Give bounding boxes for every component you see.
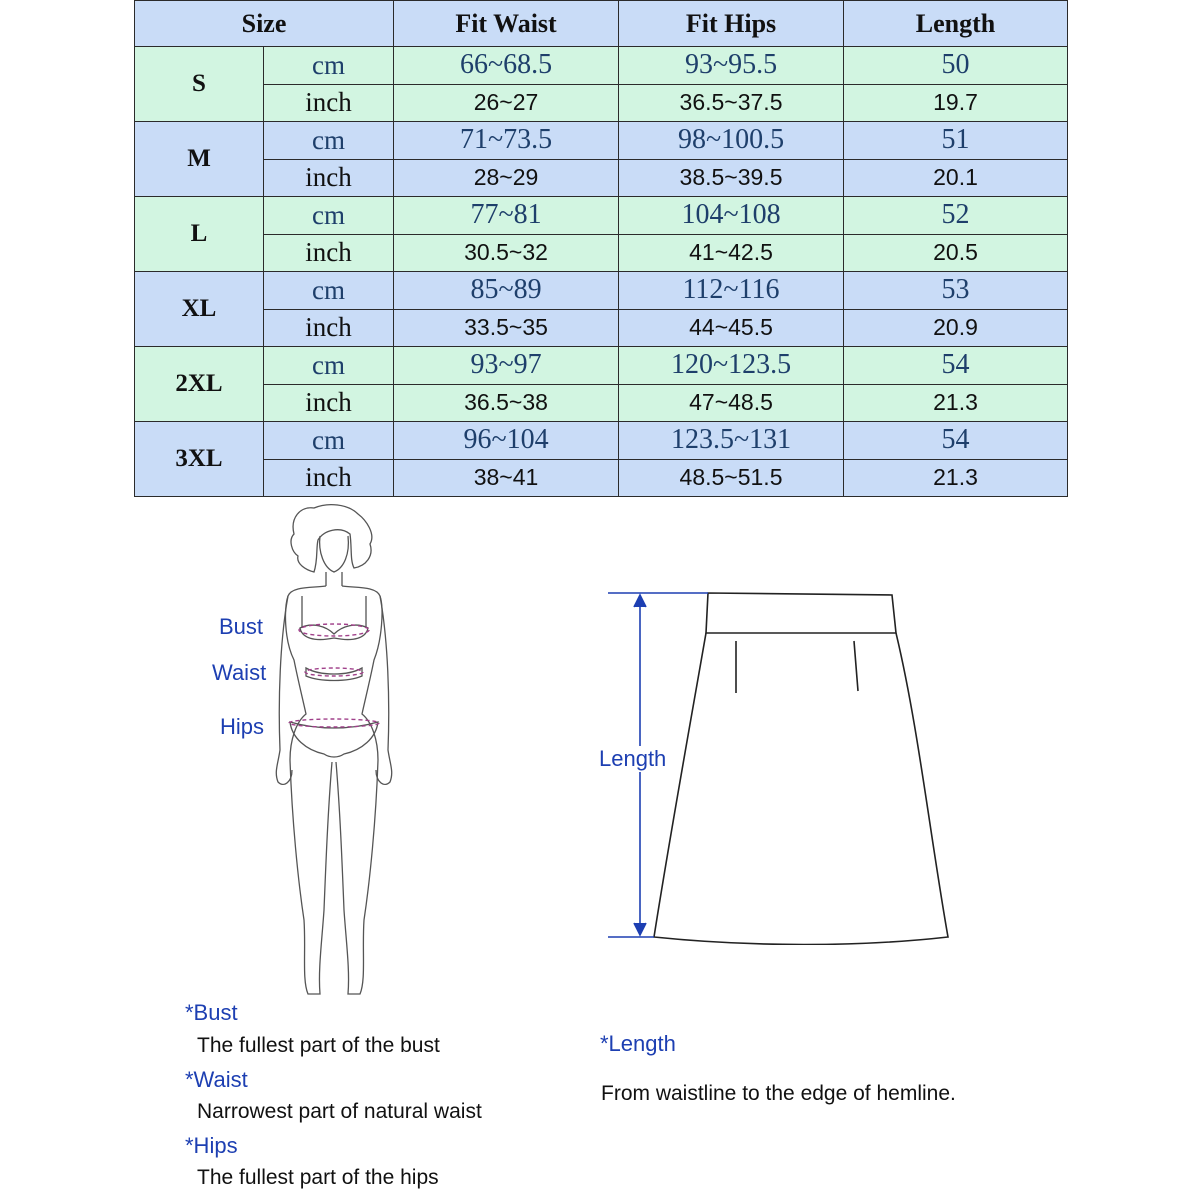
length-note-title: *Length (600, 1031, 676, 1056)
waist-inch: 26~27 (394, 84, 619, 122)
table-row (135, 272, 1068, 310)
hips-cm: 93~95.5 (619, 47, 844, 85)
table-row (135, 197, 1068, 235)
length-inch: 19.7 (844, 84, 1068, 122)
length-note-desc: From waistline to the edge of hemline. (601, 1082, 956, 1105)
waist-inch: 30.5~32 (394, 234, 619, 272)
waist-cm: 71~73.5 (394, 122, 619, 160)
hips-inch: 38.5~39.5 (619, 159, 844, 197)
length-inch: 21.3 (844, 384, 1068, 422)
table-row (135, 459, 1068, 497)
table-row (135, 84, 1068, 122)
waist-note-title: *Waist (185, 1067, 248, 1092)
waist-cm: 93~97 (394, 347, 619, 385)
length-inch: 20.9 (844, 309, 1068, 347)
hips-cm: 98~100.5 (619, 122, 844, 160)
size-label: XL (135, 272, 264, 347)
right-leg (336, 760, 378, 994)
waist-label: Waist (212, 660, 267, 685)
waist-cm: 77~81 (394, 197, 619, 235)
size-label: 3XL (135, 422, 264, 497)
unit-cm: cm (264, 347, 394, 385)
waist-cm: 66~68.5 (394, 47, 619, 85)
hips-inch: 41~42.5 (619, 234, 844, 272)
table-row (135, 309, 1068, 347)
waist-inch: 36.5~38 (394, 384, 619, 422)
hips-label: Hips (220, 714, 265, 739)
length-cm: 50 (844, 47, 1068, 85)
table-row (135, 234, 1068, 272)
size-label: 2XL (135, 347, 264, 422)
unit-inch: inch (264, 159, 394, 197)
unit-cm: cm (264, 47, 394, 85)
size-label: L (135, 197, 264, 272)
length-cm: 53 (844, 272, 1068, 310)
table-row (135, 122, 1068, 160)
waist-cm: 85~89 (394, 272, 619, 310)
table-row (135, 47, 1068, 85)
header-length: Length (844, 1, 1068, 47)
waistband (706, 593, 896, 633)
length-inch: 20.5 (844, 234, 1068, 272)
unit-inch: inch (264, 309, 394, 347)
length-cm: 51 (844, 122, 1068, 160)
length-cm: 52 (844, 197, 1068, 235)
bust-note-title: *Bust (185, 1000, 238, 1025)
length-label: Length (599, 746, 667, 771)
skirt-body (654, 633, 948, 945)
face-outline (320, 536, 349, 572)
length-cm: 54 (844, 422, 1068, 460)
waist-inch: 28~29 (394, 159, 619, 197)
hips-measure-line (289, 719, 379, 727)
hips-note-desc: The fullest part of the hips (197, 1166, 439, 1189)
unit-inch: inch (264, 84, 394, 122)
unit-cm: cm (264, 272, 394, 310)
unit-cm: cm (264, 197, 394, 235)
waist-note-desc: Narrowest part of natural waist (197, 1100, 482, 1123)
header-fit-hips: Fit Hips (619, 1, 844, 47)
hips-inch: 47~48.5 (619, 384, 844, 422)
size-chart-table (134, 0, 1068, 497)
unit-inch: inch (264, 384, 394, 422)
unit-cm: cm (264, 422, 394, 460)
hips-inch: 44~45.5 (619, 309, 844, 347)
hips-cm: 123.5~131 (619, 422, 844, 460)
hips-cm: 120~123.5 (619, 347, 844, 385)
length-inch: 20.1 (844, 159, 1068, 197)
unit-cm: cm (264, 122, 394, 160)
size-label: S (135, 47, 264, 122)
unit-inch: inch (264, 459, 394, 497)
hips-note-title: *Hips (185, 1133, 238, 1158)
bust-label: Bust (219, 614, 264, 639)
waist-cm: 96~104 (394, 422, 619, 460)
hips-inch: 48.5~51.5 (619, 459, 844, 497)
size-label: M (135, 122, 264, 197)
hips-inch: 36.5~37.5 (619, 84, 844, 122)
bust-note-desc: The fullest part of the bust (197, 1034, 440, 1057)
table-row (135, 384, 1068, 422)
length-inch: 21.3 (844, 459, 1068, 497)
table-row (135, 159, 1068, 197)
body-measurement-figure (262, 500, 402, 1000)
table-row (135, 347, 1068, 385)
waist-inch: 33.5~35 (394, 309, 619, 347)
table-row (135, 422, 1068, 460)
header-fit-waist: Fit Waist (394, 1, 619, 47)
length-cm: 54 (844, 347, 1068, 385)
left-leg (290, 760, 332, 994)
waist-inch: 38~41 (394, 459, 619, 497)
waist-measure-line (305, 668, 363, 676)
hips-cm: 104~108 (619, 197, 844, 235)
hips-cm: 112~116 (619, 272, 844, 310)
hair-outline (291, 505, 372, 572)
table-header-row (135, 1, 1068, 47)
header-size: Size (135, 1, 394, 47)
unit-inch: inch (264, 234, 394, 272)
